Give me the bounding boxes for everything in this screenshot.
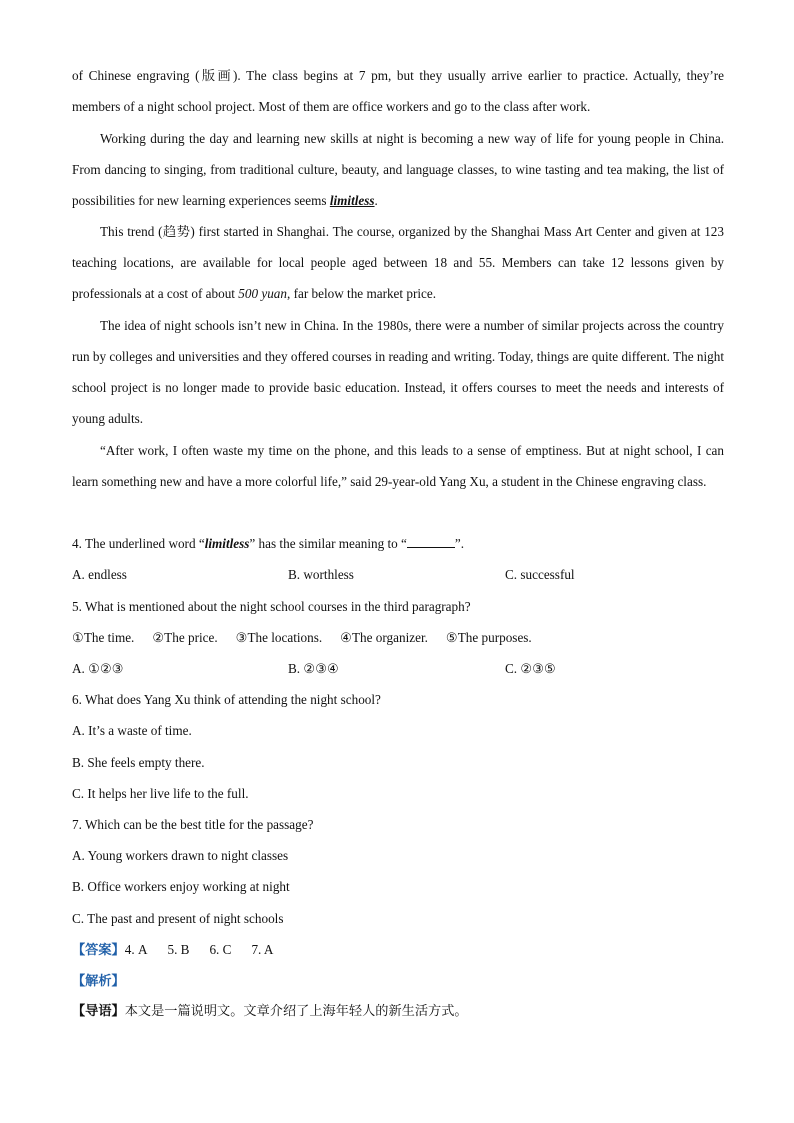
analysis-label: 【解析】 bbox=[72, 974, 125, 989]
question-4-stem bbox=[72, 528, 464, 559]
passage-paragraph-2 bbox=[72, 216, 724, 309]
question-5-option-b[interactable]: B. ②③④ bbox=[288, 661, 339, 676]
answer-label: 【答案】 bbox=[72, 943, 125, 958]
question-4-stem-start: 4. The underlined word “ bbox=[72, 536, 205, 551]
passage-paragraph-1 bbox=[72, 123, 724, 216]
question-6-stem: 6. What does Yang Xu think of attending the night school? bbox=[72, 692, 381, 707]
guide-row bbox=[72, 996, 468, 1027]
question-5-item-5: ⑤The purposes. bbox=[445, 630, 532, 645]
answer-item-4: 4. A bbox=[124, 942, 148, 957]
question-5-option-c[interactable]: C. ②③⑤ bbox=[505, 661, 556, 676]
question-5-item-2: ②The price. bbox=[152, 630, 218, 645]
answer-item-5: 5. B bbox=[167, 942, 190, 957]
question-5-stem: 5. What is mentioned about the night school courses in the third paragraph? bbox=[72, 599, 471, 614]
question-5-option-a[interactable]: A. ①②③ bbox=[72, 661, 124, 676]
question-7-option-c[interactable]: C. The past and present of night schools bbox=[72, 911, 284, 926]
passage-paragraph-4 bbox=[72, 435, 724, 497]
question-5-item-3: ③The locations. bbox=[235, 630, 323, 645]
question-5-items bbox=[72, 622, 550, 653]
passage-paragraph-0 bbox=[72, 60, 724, 122]
question-7-option-a[interactable]: A. Young workers drawn to night classes bbox=[72, 848, 289, 863]
guide-text: 本文是一篇说明文。文章介绍了上海年轻人的新生活方式。 bbox=[124, 1004, 468, 1019]
question-5-item-4: ④The organizer. bbox=[340, 630, 428, 645]
passage-paragraph-2-end: , far below the market price. bbox=[287, 286, 437, 301]
answer-item-6: 6. C bbox=[209, 942, 232, 957]
answer-blank bbox=[407, 535, 455, 548]
passage-paragraph-0-text: of Chinese engraving (版画). The class begins at 7 pm, but they usually arrive earlier to practice. Actually, they’re members of a night school project. Most of them are office workers and go to the class after work. bbox=[72, 68, 724, 114]
question-5-item-1: ①The time. bbox=[72, 630, 135, 645]
passage-paragraph-1-text: Working during the day and learning new skills at night is becoming a new way of life for young people in China. From dancing to singing, from traditional culture, beauty, and language classes, to wine tasting and tea making, the list of possibilities for new learning experiences seems bbox=[72, 131, 724, 208]
passage-paragraph-3-text: The idea of night schools isn’t new in China. In the 1980s, there were a number of similar projects across the country run by colleges and universities and they offered courses in reading and writing. Today, things are quite different. The night school project is no longer made to provide basic education. Instead, it offers courses to meet the needs and interests of young adults. bbox=[72, 318, 724, 426]
question-4-keyword: limitless bbox=[204, 536, 250, 551]
question-7-stem: 7. Which can be the best title for the passage? bbox=[72, 817, 314, 832]
question-7-option-b[interactable]: B. Office workers enjoy working at night bbox=[72, 879, 290, 894]
question-4-option-c[interactable]: C. successful bbox=[505, 567, 575, 582]
question-6-option-a[interactable]: A. It’s a waste of time. bbox=[72, 723, 192, 738]
question-4-stem-end: ”. bbox=[454, 536, 465, 551]
underlined-keyword: limitless bbox=[329, 193, 375, 208]
answer-item-7: 7. A bbox=[251, 942, 274, 957]
passage-paragraph-1-end: . bbox=[374, 193, 378, 208]
passage-paragraph-2-text: This trend (趋势) first started in Shanghai. The course, organized by the Shanghai Mass Art Center and given at 123 teaching locations, are available for local people aged between 18 and 55. Members can take 12 lessons given by professionals at a cost of about bbox=[72, 224, 724, 301]
question-4-option-b[interactable]: B. worthless bbox=[288, 567, 354, 582]
passage-paragraph-4-text: “After work, I often waste my time on the phone, and this leads to a sense of emptiness. But at night school, I can learn something new and have a more colorful life,” said 29-year-old Yang Xu, a student in the Chinese engraving class. bbox=[72, 443, 724, 489]
passage-paragraph-3 bbox=[72, 310, 724, 434]
question-6-option-c[interactable]: C. It helps her live life to the full. bbox=[72, 786, 249, 801]
analysis-row bbox=[72, 965, 125, 997]
guide-label: 【导语】 bbox=[72, 1004, 125, 1019]
question-4-option-a[interactable]: A. endless bbox=[72, 567, 127, 582]
answer-row bbox=[72, 934, 273, 966]
question-6-option-b[interactable]: B. She feels empty there. bbox=[72, 755, 205, 770]
question-4-stem-middle: ” has the similar meaning to “ bbox=[249, 536, 407, 551]
price-text: 500 yuan bbox=[238, 286, 287, 301]
